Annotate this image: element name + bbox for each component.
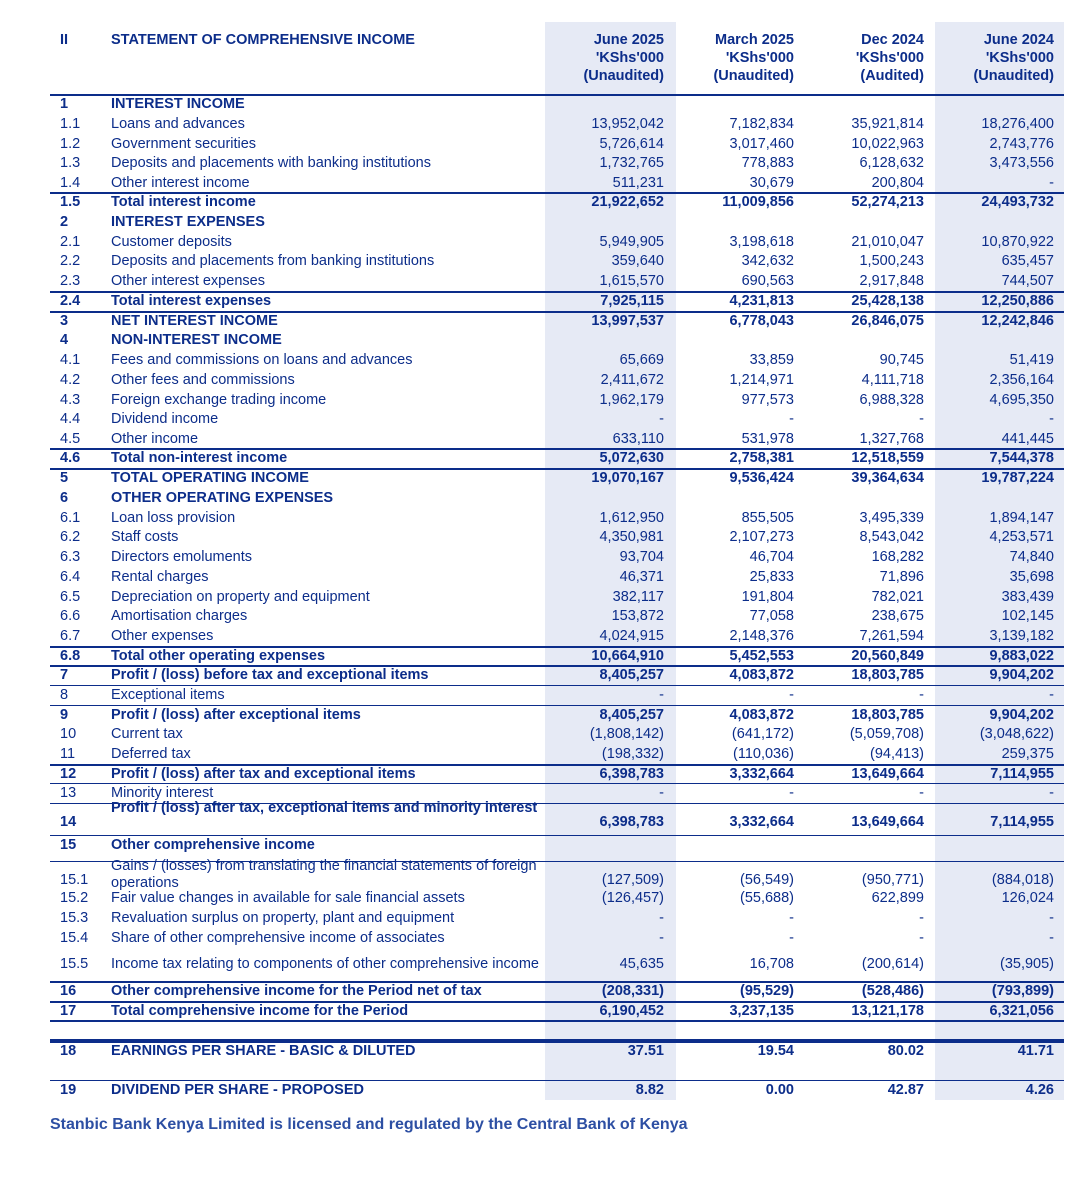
value-cell: 10,870,922 [981, 234, 1054, 250]
row-number: 6 [60, 490, 69, 506]
row-label: Profit / (loss) after tax, exceptional items and minority interest [111, 800, 538, 816]
row-number: 6.6 [60, 608, 81, 624]
row-label: TOTAL OPERATING INCOME [111, 470, 309, 486]
column-header [784, 31, 924, 85]
row-label: Total non-interest income [111, 450, 288, 466]
value-cell: 1,732,765 [599, 155, 664, 171]
value-cell: - [919, 910, 924, 926]
value-cell: 359,640 [611, 253, 664, 269]
value-cell: 1,500,243 [859, 253, 924, 269]
row-number: 1 [60, 96, 69, 112]
value-cell: 191,804 [741, 589, 794, 605]
value-cell: 45,635 [619, 956, 664, 972]
row-label: Government securities [111, 136, 257, 152]
value-cell: (110,036) [733, 746, 794, 762]
row-label: Deferred tax [111, 746, 191, 762]
value-cell: 3,495,339 [859, 510, 924, 526]
value-cell: 18,276,400 [981, 116, 1054, 132]
column-header-line: 'KShs'000 [725, 50, 794, 66]
value-cell: (793,899) [991, 983, 1054, 999]
value-cell: - [659, 910, 664, 926]
value-cell: (127,509) [601, 872, 664, 888]
value-cell: 21,010,047 [851, 234, 924, 250]
value-cell: (55,688) [739, 890, 794, 906]
value-cell: 744,507 [1001, 273, 1054, 289]
value-cell: 35,921,814 [851, 116, 924, 132]
value-cell: (5,059,708) [849, 726, 924, 742]
row-number: 4.5 [60, 431, 81, 447]
row-number: 4.1 [60, 352, 81, 368]
value-cell: 30,679 [749, 175, 794, 191]
value-cell: 8,543,042 [859, 529, 924, 545]
row-number: 6.2 [60, 529, 81, 545]
row-label: Other comprehensive income [111, 837, 315, 853]
value-cell: 13,997,537 [591, 313, 664, 329]
row-number: 2.2 [60, 253, 81, 269]
value-cell: 13,649,664 [851, 814, 924, 830]
row-number: 15 [60, 837, 77, 853]
value-cell: 7,114,955 [990, 766, 1054, 782]
value-cell: 65,669 [619, 352, 664, 368]
value-cell: 441,445 [1001, 431, 1054, 447]
value-cell: 1,615,570 [599, 273, 664, 289]
value-cell: 20,560,849 [851, 648, 924, 664]
value-cell: 18,803,785 [851, 667, 924, 683]
value-cell: 3,332,664 [729, 766, 794, 782]
row-label: INTEREST EXPENSES [111, 214, 265, 230]
value-cell: 39,364,634 [851, 470, 924, 486]
row-label: Deposits and placements with banking institutions [111, 155, 431, 171]
value-cell: 153,872 [611, 608, 664, 624]
row-label: Other interest expenses [111, 273, 265, 289]
column-header-line: Dec 2024 [861, 32, 924, 48]
value-cell: - [659, 411, 664, 427]
value-cell: - [1049, 175, 1054, 191]
statement-title: STATEMENT OF COMPREHENSIVE INCOME [111, 32, 415, 48]
value-cell: 259,375 [1001, 746, 1054, 762]
value-cell: (208,331) [601, 983, 664, 999]
value-cell: 8.82 [635, 1082, 664, 1098]
row-number: 14 [60, 814, 77, 830]
row-number: 17 [60, 1003, 77, 1019]
value-cell: 26,846,075 [851, 313, 924, 329]
section-number: II [60, 32, 69, 48]
row-number: 7 [60, 667, 69, 683]
value-cell: 342,632 [741, 253, 794, 269]
value-cell: 3,332,664 [729, 814, 794, 830]
value-cell: - [919, 411, 924, 427]
row-number: 4 [60, 332, 69, 348]
value-cell: (95,529) [739, 983, 794, 999]
value-cell: (950,771) [861, 872, 924, 888]
value-cell: (126,457) [601, 890, 664, 906]
row-divider [50, 783, 1064, 784]
row-label: DIVIDEND PER SHARE - PROPOSED [111, 1082, 364, 1098]
value-cell: 2,743,776 [989, 136, 1054, 152]
value-cell: 102,145 [1001, 608, 1054, 624]
row-number: 1.3 [60, 155, 81, 171]
column-header-line: 'KShs'000 [595, 50, 664, 66]
value-cell: 2,107,273 [729, 529, 794, 545]
row-number: 19 [60, 1082, 77, 1098]
row-number: 4.6 [60, 450, 81, 466]
row-number: 4.4 [60, 411, 81, 427]
value-cell: 2,411,672 [600, 372, 664, 388]
row-number: 4.2 [60, 372, 81, 388]
value-cell: 37.51 [627, 1043, 664, 1059]
value-cell: 19,787,224 [981, 470, 1054, 486]
row-label: Profit / (loss) after exceptional items [111, 707, 361, 723]
row-label: Dividend income [111, 411, 219, 427]
value-cell: 778,883 [741, 155, 794, 171]
value-cell: (3,048,622) [979, 726, 1054, 742]
row-number: 8 [60, 687, 69, 703]
value-cell: 168,282 [871, 549, 924, 565]
value-cell: 5,452,553 [729, 648, 794, 664]
value-cell: 13,121,178 [851, 1003, 924, 1019]
value-cell: 5,072,630 [599, 450, 664, 466]
value-cell: - [659, 687, 664, 703]
value-cell: 12,518,559 [851, 450, 924, 466]
row-label: INTEREST INCOME [111, 96, 245, 112]
row-number: 13 [60, 785, 77, 801]
value-cell: 4,024,915 [599, 628, 664, 644]
row-label: Total comprehensive income for the Period [111, 1003, 409, 1019]
value-cell: 4,253,571 [989, 529, 1054, 545]
row-label: Total interest expenses [111, 293, 272, 309]
value-cell: 80.02 [887, 1043, 924, 1059]
row-number: 12 [60, 766, 77, 782]
value-cell: - [1049, 411, 1054, 427]
row-divider [50, 835, 1064, 836]
value-cell: 200,804 [871, 175, 924, 191]
row-number: 1.4 [60, 175, 81, 191]
column-header-line: (Unaudited) [973, 68, 1054, 84]
value-cell: 7,182,834 [729, 116, 794, 132]
value-cell: 5,949,905 [599, 234, 664, 250]
value-cell: 3,237,135 [729, 1003, 794, 1019]
row-number: 9 [60, 707, 69, 723]
row-label: Profit / (loss) before tax and exceptional items [111, 667, 429, 683]
value-cell: 25,833 [749, 569, 794, 585]
value-cell: 635,457 [1001, 253, 1054, 269]
value-cell: 7,261,594 [859, 628, 924, 644]
value-cell: 18,803,785 [851, 707, 924, 723]
column-header-line: March 2025 [715, 32, 794, 48]
row-number: 6.7 [60, 628, 81, 644]
value-cell: (528,486) [861, 983, 924, 999]
row-label: Depreciation on property and equipment [111, 589, 370, 605]
value-cell: 77,058 [749, 608, 794, 624]
row-number: 1.1 [60, 116, 81, 132]
row-label: Customer deposits [111, 234, 232, 250]
value-cell: 6,398,783 [599, 766, 664, 782]
value-cell: 3,017,460 [729, 136, 794, 152]
value-cell: 383,439 [1001, 589, 1054, 605]
value-cell: 3,473,556 [989, 155, 1054, 171]
value-cell: 2,356,164 [989, 372, 1054, 388]
row-number: 15.2 [60, 890, 89, 906]
value-cell: 19,070,167 [591, 470, 664, 486]
value-cell: 19.54 [757, 1043, 794, 1059]
value-cell: - [659, 785, 664, 801]
value-cell: 6,321,056 [989, 1003, 1054, 1019]
value-cell: 4,350,981 [599, 529, 664, 545]
row-label: Loans and advances [111, 116, 245, 132]
row-number: 2 [60, 214, 69, 230]
row-label: Revaluation surplus on property, plant and equipment [111, 910, 455, 926]
row-number: 6.8 [60, 648, 81, 664]
row-number: 6.4 [60, 569, 81, 585]
row-number: 6.1 [60, 510, 81, 526]
row-number: 5 [60, 470, 69, 486]
row-label: EARNINGS PER SHARE - BASIC & DILUTED [111, 1043, 416, 1059]
row-number: 2.3 [60, 273, 81, 289]
value-cell: 12,242,846 [981, 313, 1054, 329]
row-number: 18 [60, 1043, 77, 1059]
value-cell: 3,198,618 [729, 234, 794, 250]
column-header [914, 31, 1054, 85]
value-cell: 11,009,856 [722, 194, 794, 210]
row-number: 10 [60, 726, 77, 742]
value-cell: (641,172) [731, 726, 794, 742]
column-header [654, 31, 794, 85]
row-label: Other interest income [111, 175, 250, 191]
row-divider [50, 1080, 1064, 1081]
row-number: 3 [60, 313, 69, 329]
row-number: 15.4 [60, 930, 89, 946]
value-cell: 10,664,910 [591, 648, 664, 664]
value-cell: 855,505 [741, 510, 794, 526]
value-cell: (1,808,142) [589, 726, 664, 742]
value-cell: (56,549) [739, 872, 794, 888]
value-cell: 13,649,664 [851, 766, 924, 782]
row-number: 6.3 [60, 549, 81, 565]
value-cell: 1,327,768 [859, 431, 924, 447]
row-number: 15.3 [60, 910, 89, 926]
value-cell: 1,214,971 [729, 372, 794, 388]
value-cell: 6,128,632 [859, 155, 924, 171]
value-cell: 4.26 [1025, 1082, 1054, 1098]
row-number: 4.3 [60, 392, 81, 408]
value-cell: 633,110 [612, 431, 664, 447]
value-cell: 2,148,376 [729, 628, 794, 644]
value-cell: 51,419 [1009, 352, 1054, 368]
row-label: Directors emoluments [111, 549, 253, 565]
row-number: 2.4 [60, 293, 81, 309]
regulatory-footer: Stanbic Bank Kenya Limited is licensed and regulated by the Central Bank of Kenya [50, 1116, 688, 1133]
value-cell: 4,231,813 [729, 293, 794, 309]
value-cell: 12,250,886 [981, 293, 1054, 309]
value-cell: 7,544,378 [989, 450, 1054, 466]
value-cell: 238,675 [871, 608, 924, 624]
column-header-line: (Unaudited) [713, 68, 794, 84]
column-header-line: 'KShs'000 [855, 50, 924, 66]
row-number: 2.1 [60, 234, 81, 250]
value-cell: 33,859 [749, 352, 794, 368]
value-cell: 2,758,381 [729, 450, 794, 466]
value-cell: - [919, 687, 924, 703]
column-header-line: (Audited) [860, 68, 924, 84]
value-cell: 42.87 [887, 1082, 924, 1098]
value-cell: 71,896 [879, 569, 924, 585]
value-cell: 9,904,202 [989, 707, 1054, 723]
value-cell: 16,708 [749, 956, 794, 972]
value-cell: (884,018) [991, 872, 1054, 888]
value-cell: (198,332) [601, 746, 664, 762]
value-cell: - [789, 687, 794, 703]
value-cell: 7,114,955 [990, 814, 1054, 830]
value-cell: 9,904,202 [989, 667, 1054, 683]
row-label: Loan loss provision [111, 510, 236, 526]
row-number: 15.5 [60, 956, 89, 972]
value-cell: 6,988,328 [859, 392, 924, 408]
value-cell: 622,899 [871, 890, 924, 906]
row-label: Total interest income [111, 194, 256, 210]
value-cell: - [789, 930, 794, 946]
value-cell: 5,726,614 [599, 136, 664, 152]
row-label: Gains / (losses) from translating the financial statements of foreign operations [111, 858, 537, 891]
value-cell: - [919, 930, 924, 946]
row-divider [50, 705, 1064, 706]
row-label: Rental charges [111, 569, 209, 585]
value-cell: 531,978 [741, 431, 794, 447]
value-cell: 4,111,718 [861, 372, 924, 388]
row-label: Minority interest [111, 785, 214, 801]
row-label: Foreign exchange trading income [111, 392, 327, 408]
value-cell: 6,190,452 [599, 1003, 664, 1019]
row-divider [50, 1020, 1064, 1022]
value-cell: 74,840 [1009, 549, 1054, 565]
value-cell: 24,493,732 [981, 194, 1054, 210]
row-label: Other income [111, 431, 199, 447]
value-cell: 4,083,872 [729, 667, 794, 683]
value-cell: 382,117 [612, 589, 664, 605]
row-number: 15.1 [60, 872, 89, 888]
row-label: Income tax relating to components of other comprehensive income [111, 956, 539, 972]
value-cell: 46,704 [749, 549, 794, 565]
row-label: Other comprehensive income for the Period net of tax [111, 983, 482, 999]
value-cell: 93,704 [619, 549, 664, 565]
row-label: Share of other comprehensive income of associates [111, 930, 445, 946]
value-cell: 25,428,138 [851, 293, 924, 309]
row-label: NON-INTEREST INCOME [111, 332, 282, 348]
row-label: Current tax [111, 726, 183, 742]
row-label: Deposits and placements from banking institutions [111, 253, 435, 269]
row-number: 1.2 [60, 136, 81, 152]
value-cell: - [1049, 687, 1054, 703]
value-cell: - [789, 411, 794, 427]
column-header-line: June 2024 [983, 32, 1054, 48]
value-cell: 21,922,652 [591, 194, 664, 210]
column-header [524, 31, 664, 85]
row-label: NET INTEREST INCOME [111, 313, 278, 329]
column-header-line: (Unaudited) [583, 68, 664, 84]
value-cell: 1,962,179 [599, 392, 664, 408]
value-cell: 3,139,182 [989, 628, 1054, 644]
value-cell: 41.71 [1017, 1043, 1054, 1059]
value-cell: 1,894,147 [989, 510, 1054, 526]
value-cell: 2,917,848 [859, 273, 924, 289]
value-cell: - [789, 910, 794, 926]
value-cell: 977,573 [741, 392, 794, 408]
value-cell: 9,883,022 [989, 648, 1054, 664]
value-cell: 90,745 [879, 352, 924, 368]
value-cell: (94,413) [869, 746, 924, 762]
value-cell: 6,398,783 [599, 814, 664, 830]
row-label: Other fees and commissions [111, 372, 295, 388]
value-cell: 1,612,950 [599, 510, 664, 526]
value-cell: 6,778,043 [729, 313, 794, 329]
value-cell: 10,022,963 [851, 136, 924, 152]
value-cell: 35,698 [1009, 569, 1054, 585]
value-cell: 0.00 [765, 1082, 794, 1098]
row-label: Exceptional items [111, 687, 225, 703]
row-label: OTHER OPERATING EXPENSES [111, 490, 334, 506]
row-label: Amortisation charges [111, 608, 248, 624]
row-divider [50, 685, 1064, 686]
row-number: 6.5 [60, 589, 81, 605]
row-label: Other expenses [111, 628, 214, 644]
value-cell: - [1049, 785, 1054, 801]
value-cell: - [789, 785, 794, 801]
value-cell: (35,905) [999, 956, 1054, 972]
value-cell: (200,614) [861, 956, 924, 972]
row-label: Fees and commissions on loans and advances [111, 352, 413, 368]
value-cell: - [1049, 930, 1054, 946]
value-cell: 52,274,213 [851, 194, 924, 210]
row-divider [50, 1039, 1064, 1041]
value-cell: - [659, 930, 664, 946]
value-cell: 690,563 [741, 273, 794, 289]
row-number: 16 [60, 983, 77, 999]
value-cell: 782,021 [871, 589, 924, 605]
value-cell: - [919, 785, 924, 801]
value-cell: 9,536,424 [729, 470, 794, 486]
row-label: Profit / (loss) after tax and exceptional items [111, 766, 416, 782]
row-number: 1.5 [60, 194, 81, 210]
value-cell: 126,024 [1001, 890, 1054, 906]
value-cell: 4,083,872 [729, 707, 794, 723]
value-cell: 4,695,350 [989, 392, 1054, 408]
value-cell: - [1049, 910, 1054, 926]
row-label: Total other operating expenses [111, 648, 326, 664]
value-cell: 46,371 [619, 569, 664, 585]
value-cell: 8,405,257 [599, 707, 664, 723]
row-label: Staff costs [111, 529, 179, 545]
row-label: Fair value changes in available for sale financial assets [111, 890, 465, 906]
value-cell: 8,405,257 [599, 667, 664, 683]
value-cell: 13,952,042 [591, 116, 664, 132]
value-cell: 7,925,115 [600, 293, 664, 309]
column-header-line: June 2025 [593, 32, 664, 48]
column-header-line: 'KShs'000 [985, 50, 1054, 66]
value-cell: 511,231 [612, 175, 664, 191]
row-number: 11 [60, 746, 76, 762]
